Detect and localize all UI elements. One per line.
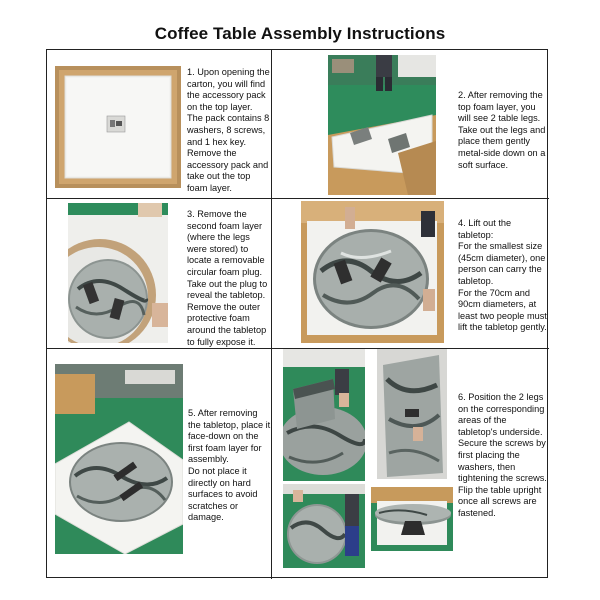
step-6-photo-3 [283,484,365,568]
step-2-text: 2. After removing the top foam layer, you will see 2 table legs. Take out the legs and place them gently metal-side down on a soft surface. [458,90,546,170]
step-5-text: 5. After removing the tabletop, place it face-down on the first foam layer for assembly. Do not place it directly on hard surfaces to avoid scratches or damage. [188,408,271,523]
step-1-text: 1. Upon opening the carton, you will find the accessory pack on the top layer. The pack contains 8 washers, 8 screws, and 1 hex key. Remove the accessory pack and take out the top foam layer. [187,67,270,193]
step-4-text: 4. Lift out the tabletop: For the smallest size (45cm diameter), one person can carry the tabletop. For the 70cm and 90cm diameters, at least two people must lift the tabletop gently. [458,218,547,333]
step-4-photo [301,201,444,343]
row-divider-1 [47,198,549,199]
step-6-text: 6. Position the 2 legs on the corresponding areas of the tabletop's underside. Secure the screws by first placing the washers, then tightening the screws. Flip the table upright once all screws are fastened. [458,392,547,518]
step-5-photo [55,364,183,554]
step-6-photo-1 [283,349,365,481]
step-6-photo-2 [377,349,447,479]
step-1-photo [55,66,181,188]
step-6-photo-4 [371,487,453,551]
step-2-photo [328,55,436,195]
step-3-photo [68,203,168,343]
page-title: Coffee Table Assembly Instructions [154,24,446,43]
step-3-text: 3. Remove the second foam layer (where the legs were stored) to locate a removable circular foam plug. Take out the plug to reveal the tabletop. Remove the outer protective foam around the tabletop to fully expose it. [187,209,268,347]
